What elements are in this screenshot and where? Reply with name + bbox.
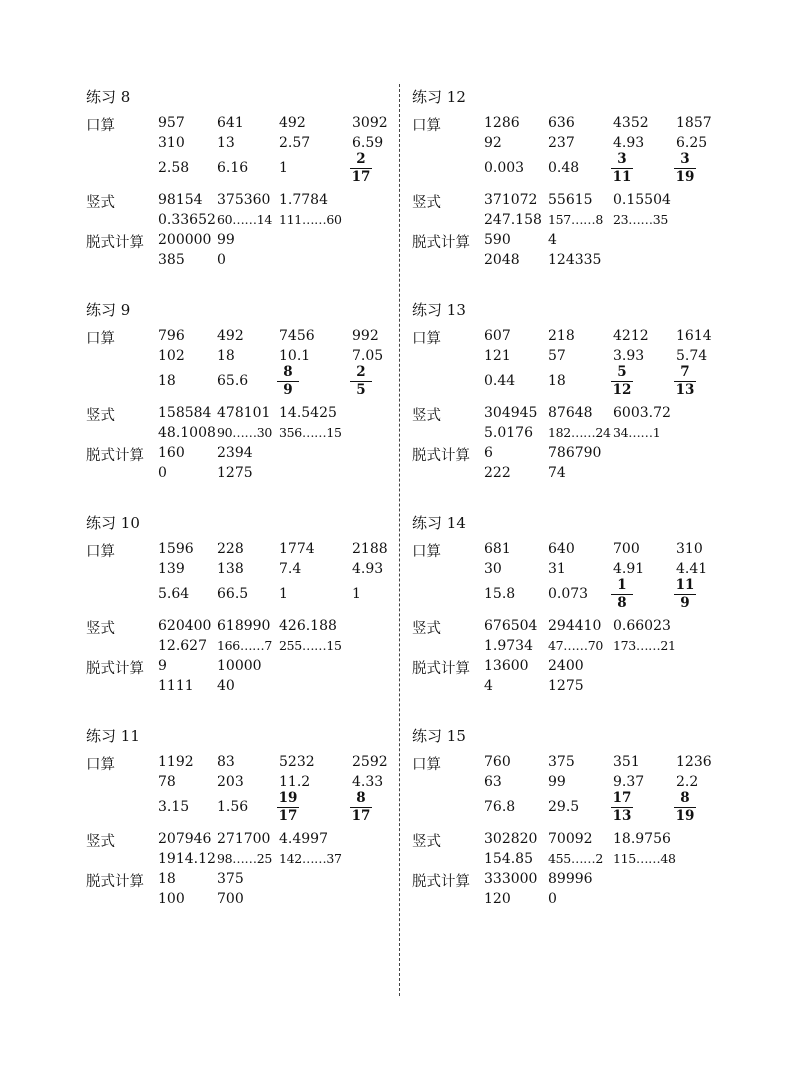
shushi-answer: 6003.72 xyxy=(613,405,671,421)
kousuan-label: 口算 xyxy=(412,118,441,134)
kousuan-answer: 92 xyxy=(484,135,502,151)
kousuan-answer: 4212 xyxy=(613,328,649,344)
kousuan-answer: 3.93 xyxy=(613,348,645,364)
kousuan-answer: 5.74 xyxy=(676,348,708,364)
tuoshi-label: 脱式计算 xyxy=(412,235,470,251)
kousuan-answer: 3.15 xyxy=(158,799,190,815)
kousuan-answer: 1 xyxy=(279,586,288,602)
kousuan-answer: 76.8 xyxy=(484,799,516,815)
fraction-denominator: 13 xyxy=(675,382,695,398)
tuoshi-answer: 0 xyxy=(158,465,167,481)
section-title xyxy=(86,725,140,746)
kousuan-answer: 18 xyxy=(548,373,566,389)
fraction-answer xyxy=(674,365,696,398)
tuoshi-label: 脱式计算 xyxy=(86,661,144,677)
kousuan-label: 口算 xyxy=(86,544,115,560)
kousuan-answer: 0.073 xyxy=(548,586,589,602)
kousuan-answer: 1192 xyxy=(158,754,194,770)
kousuan-answer: 15.8 xyxy=(484,586,516,602)
kousuan-answer: 29.5 xyxy=(548,799,580,815)
tuoshi-answer: 786790 xyxy=(548,445,602,461)
kousuan-answer: 351 xyxy=(613,754,640,770)
section-title-label: 练习 xyxy=(412,514,443,532)
tuoshi-answer: 0 xyxy=(548,891,557,907)
kousuan-answer: 11.2 xyxy=(279,774,311,790)
tuoshi-answer: 2400 xyxy=(548,658,584,674)
shushi-answer: 55615 xyxy=(548,192,593,208)
kousuan-answer: 1286 xyxy=(484,115,520,131)
shushi-answer: 142……37 xyxy=(279,851,342,866)
section-title-label: 练习 xyxy=(86,514,117,532)
kousuan-answer: 640 xyxy=(548,541,575,557)
fraction-answer xyxy=(277,791,299,824)
kousuan-answer: 2.58 xyxy=(158,160,190,176)
section-title-number: 13 xyxy=(446,301,466,319)
fraction-answer xyxy=(674,578,696,611)
tuoshi-answer: 100 xyxy=(158,891,185,907)
shushi-answer: 4.4997 xyxy=(279,831,328,847)
kousuan-answer: 66.5 xyxy=(217,586,249,602)
shushi-answer: 294410 xyxy=(548,618,602,634)
tuoshi-answer: 0 xyxy=(217,252,226,268)
kousuan-label: 口算 xyxy=(412,331,441,347)
tuoshi-answer: 590 xyxy=(484,232,511,248)
shushi-answer: 12.627 xyxy=(158,638,207,654)
fraction-answer xyxy=(611,152,633,185)
shushi-label: 竖式 xyxy=(412,621,441,637)
shushi-answer: 111……60 xyxy=(279,212,342,227)
kousuan-answer: 1774 xyxy=(279,541,315,557)
kousuan-answer: 78 xyxy=(158,774,176,790)
tuoshi-label: 脱式计算 xyxy=(412,874,470,890)
shushi-answer: 620400 xyxy=(158,618,212,634)
fraction-denominator: 5 xyxy=(356,382,366,398)
tuoshi-answer: 385 xyxy=(158,252,185,268)
shushi-answer: 5.0176 xyxy=(484,425,533,441)
shushi-answer: 1914.12 xyxy=(158,851,216,867)
shushi-answer: 426.188 xyxy=(279,618,337,634)
kousuan-answer: 4.41 xyxy=(676,561,708,577)
kousuan-answer: 13 xyxy=(217,135,235,151)
shushi-answer: 23……35 xyxy=(613,212,669,227)
kousuan-answer: 492 xyxy=(279,115,306,131)
shushi-answer: 98154 xyxy=(158,192,203,208)
kousuan-label: 口算 xyxy=(412,757,441,773)
shushi-answer: 207946 xyxy=(158,831,212,847)
kousuan-answer: 4352 xyxy=(613,115,649,131)
tuoshi-answer: 2394 xyxy=(217,445,253,461)
kousuan-answer: 957 xyxy=(158,115,185,131)
kousuan-answer: 4.93 xyxy=(352,561,384,577)
fraction-numerator: 2 xyxy=(356,151,366,167)
kousuan-answer: 607 xyxy=(484,328,511,344)
fraction-answer xyxy=(611,578,633,611)
tuoshi-answer: 74 xyxy=(548,465,566,481)
fraction-denominator: 9 xyxy=(283,382,293,398)
practice-section xyxy=(412,723,792,923)
section-title-label: 练习 xyxy=(86,301,117,319)
kousuan-answer: 2.2 xyxy=(676,774,699,790)
tuoshi-answer: 2048 xyxy=(484,252,520,268)
fraction-answer xyxy=(674,791,696,824)
kousuan-answer: 30 xyxy=(484,561,502,577)
tuoshi-label: 脱式计算 xyxy=(412,448,470,464)
kousuan-answer: 7456 xyxy=(279,328,315,344)
fraction-numerator: 7 xyxy=(680,364,690,380)
section-title-number: 10 xyxy=(120,514,140,532)
shushi-answer: 14.5425 xyxy=(279,405,337,421)
practice-section xyxy=(86,84,466,284)
section-title xyxy=(86,512,140,533)
fraction-denominator: 13 xyxy=(612,808,632,824)
kousuan-answer: 0.48 xyxy=(548,160,580,176)
fraction-numerator: 2 xyxy=(356,364,366,380)
kousuan-label: 口算 xyxy=(86,757,115,773)
kousuan-answer: 0.44 xyxy=(484,373,516,389)
fraction-numerator: 8 xyxy=(356,790,366,806)
tuoshi-answer: 160 xyxy=(158,445,185,461)
tuoshi-label: 脱式计算 xyxy=(86,235,144,251)
fraction-answer xyxy=(350,791,372,824)
section-title xyxy=(86,86,130,107)
shushi-answer: 618990 xyxy=(217,618,271,634)
kousuan-answer: 1857 xyxy=(676,115,712,131)
shushi-answer: 115……48 xyxy=(613,851,676,866)
tuoshi-answer: 1275 xyxy=(217,465,253,481)
shushi-label: 竖式 xyxy=(412,195,441,211)
kousuan-answer: 138 xyxy=(217,561,244,577)
kousuan-answer: 760 xyxy=(484,754,511,770)
section-title xyxy=(412,299,466,320)
tuoshi-answer: 124335 xyxy=(548,252,602,268)
fraction-numerator: 5 xyxy=(617,364,627,380)
tuoshi-answer: 1275 xyxy=(548,678,584,694)
tuoshi-answer: 99 xyxy=(217,232,235,248)
tuoshi-answer: 89996 xyxy=(548,871,593,887)
shushi-label: 竖式 xyxy=(86,621,115,637)
shushi-answer: 247.158 xyxy=(484,212,542,228)
shushi-answer: 90……30 xyxy=(217,425,273,440)
kousuan-answer: 65.6 xyxy=(217,373,249,389)
kousuan-label: 口算 xyxy=(86,118,115,134)
section-title-number: 9 xyxy=(120,301,131,319)
kousuan-answer: 99 xyxy=(548,774,566,790)
kousuan-answer: 1 xyxy=(352,586,361,602)
fraction-answer xyxy=(674,152,696,185)
tuoshi-answer: 13600 xyxy=(484,658,529,674)
shushi-answer: 0.66023 xyxy=(613,618,671,634)
kousuan-answer: 10.1 xyxy=(279,348,311,364)
fraction-numerator: 11 xyxy=(675,577,695,593)
tuoshi-label: 脱式计算 xyxy=(86,448,144,464)
shushi-answer: 1.7784 xyxy=(279,192,328,208)
section-title-number: 12 xyxy=(446,88,466,106)
section-title-label: 练习 xyxy=(412,301,443,319)
fraction-denominator: 9 xyxy=(680,595,690,611)
fraction-numerator: 19 xyxy=(278,790,298,806)
fraction-denominator: 8 xyxy=(617,595,627,611)
fraction-answer xyxy=(611,791,633,824)
kousuan-answer: 375 xyxy=(548,754,575,770)
practice-section xyxy=(412,84,792,284)
shushi-answer: 87648 xyxy=(548,405,593,421)
tuoshi-answer: 700 xyxy=(217,891,244,907)
fraction-denominator: 19 xyxy=(675,808,695,824)
kousuan-answer: 139 xyxy=(158,561,185,577)
section-title xyxy=(412,512,466,533)
fraction-denominator: 17 xyxy=(351,169,371,185)
tuoshi-answer: 18 xyxy=(158,871,176,887)
section-title-number: 14 xyxy=(446,514,466,532)
fraction-denominator: 19 xyxy=(675,169,695,185)
tuoshi-label: 脱式计算 xyxy=(86,874,144,890)
fraction-numerator: 8 xyxy=(680,790,690,806)
fraction-denominator: 17 xyxy=(278,808,298,824)
tuoshi-answer: 1111 xyxy=(158,678,194,694)
tuoshi-answer: 375 xyxy=(217,871,244,887)
shushi-answer: 1.9734 xyxy=(484,638,533,654)
kousuan-answer: 4.91 xyxy=(613,561,645,577)
kousuan-answer: 4.93 xyxy=(613,135,645,151)
shushi-answer: 47……70 xyxy=(548,638,604,653)
shushi-answer: 455……2 xyxy=(548,851,604,866)
kousuan-answer: 492 xyxy=(217,328,244,344)
tuoshi-answer: 40 xyxy=(217,678,235,694)
shushi-answer: 304945 xyxy=(484,405,538,421)
kousuan-answer: 1.56 xyxy=(217,799,249,815)
shushi-answer: 157……8 xyxy=(548,212,604,227)
fraction-numerator: 8 xyxy=(283,364,293,380)
tuoshi-answer: 10000 xyxy=(217,658,262,674)
fraction-answer xyxy=(277,365,299,398)
practice-section xyxy=(412,297,792,497)
kousuan-answer: 203 xyxy=(217,774,244,790)
shushi-answer: 173……21 xyxy=(613,638,676,653)
shushi-answer: 0.33652 xyxy=(158,212,216,228)
section-title-number: 15 xyxy=(446,727,466,745)
kousuan-answer: 7.05 xyxy=(352,348,384,364)
shushi-label: 竖式 xyxy=(86,408,115,424)
fraction-numerator: 3 xyxy=(617,151,627,167)
shushi-answer: 70092 xyxy=(548,831,593,847)
shushi-answer: 166……7 xyxy=(217,638,273,653)
shushi-answer: 371072 xyxy=(484,192,538,208)
kousuan-answer: 63 xyxy=(484,774,502,790)
kousuan-answer: 121 xyxy=(484,348,511,364)
fraction-answer xyxy=(611,365,633,398)
kousuan-answer: 2188 xyxy=(352,541,388,557)
tuoshi-label: 脱式计算 xyxy=(412,661,470,677)
kousuan-answer: 83 xyxy=(217,754,235,770)
fraction-answer xyxy=(350,152,372,185)
shushi-answer: 375360 xyxy=(217,192,271,208)
kousuan-answer: 1236 xyxy=(676,754,712,770)
fraction-numerator: 3 xyxy=(680,151,690,167)
section-title-label: 练习 xyxy=(412,727,443,745)
section-title-label: 练习 xyxy=(86,727,117,745)
kousuan-answer: 700 xyxy=(613,541,640,557)
kousuan-answer: 1596 xyxy=(158,541,194,557)
practice-section xyxy=(86,723,466,923)
kousuan-answer: 18 xyxy=(158,373,176,389)
section-title-label: 练习 xyxy=(412,88,443,106)
kousuan-answer: 636 xyxy=(548,115,575,131)
shushi-answer: 271700 xyxy=(217,831,271,847)
kousuan-answer: 3092 xyxy=(352,115,388,131)
kousuan-answer: 5.64 xyxy=(158,586,190,602)
shushi-answer: 302820 xyxy=(484,831,538,847)
practice-section xyxy=(86,297,466,497)
kousuan-answer: 5232 xyxy=(279,754,315,770)
kousuan-answer: 57 xyxy=(548,348,566,364)
kousuan-answer: 237 xyxy=(548,135,575,151)
shushi-answer: 48.1008 xyxy=(158,425,216,441)
kousuan-answer: 4.33 xyxy=(352,774,384,790)
kousuan-answer: 6.25 xyxy=(676,135,708,151)
tuoshi-answer: 9 xyxy=(158,658,167,674)
shushi-answer: 0.15504 xyxy=(613,192,671,208)
tuoshi-answer: 4 xyxy=(548,232,557,248)
kousuan-answer: 681 xyxy=(484,541,511,557)
shushi-answer: 98……25 xyxy=(217,851,273,866)
section-title xyxy=(412,725,466,746)
kousuan-label: 口算 xyxy=(412,544,441,560)
kousuan-answer: 1 xyxy=(279,160,288,176)
fraction-numerator: 17 xyxy=(612,790,632,806)
kousuan-answer: 310 xyxy=(676,541,703,557)
fraction-denominator: 11 xyxy=(612,169,632,185)
section-title-label: 练习 xyxy=(86,88,117,106)
shushi-answer: 34……1 xyxy=(613,425,661,440)
kousuan-answer: 6.16 xyxy=(217,160,249,176)
section-title-number: 11 xyxy=(120,727,140,745)
shushi-label: 竖式 xyxy=(412,834,441,850)
shushi-label: 竖式 xyxy=(86,834,115,850)
tuoshi-answer: 4 xyxy=(484,678,493,694)
section-title-number: 8 xyxy=(120,88,131,106)
kousuan-label: 口算 xyxy=(86,331,115,347)
kousuan-answer: 18 xyxy=(217,348,235,364)
kousuan-answer: 31 xyxy=(548,561,566,577)
practice-section xyxy=(86,510,466,710)
shushi-answer: 18.9756 xyxy=(613,831,671,847)
tuoshi-answer: 120 xyxy=(484,891,511,907)
kousuan-answer: 310 xyxy=(158,135,185,151)
fraction-answer xyxy=(350,365,372,398)
shushi-label: 竖式 xyxy=(86,195,115,211)
kousuan-answer: 641 xyxy=(217,115,244,131)
practice-section xyxy=(412,510,792,710)
shushi-answer: 356……15 xyxy=(279,425,342,440)
kousuan-answer: 796 xyxy=(158,328,185,344)
shushi-answer: 154.85 xyxy=(484,851,533,867)
kousuan-answer: 2.57 xyxy=(279,135,311,151)
kousuan-answer: 102 xyxy=(158,348,185,364)
shushi-label: 竖式 xyxy=(412,408,441,424)
fraction-denominator: 12 xyxy=(612,382,632,398)
tuoshi-answer: 200000 xyxy=(158,232,212,248)
tuoshi-answer: 333000 xyxy=(484,871,538,887)
tuoshi-answer: 222 xyxy=(484,465,511,481)
shushi-answer: 182……24 xyxy=(548,425,611,440)
shushi-answer: 60……14 xyxy=(217,212,273,227)
kousuan-answer: 218 xyxy=(548,328,575,344)
shushi-answer: 255……15 xyxy=(279,638,342,653)
kousuan-answer: 1614 xyxy=(676,328,712,344)
shushi-answer: 158584 xyxy=(158,405,212,421)
fraction-denominator: 17 xyxy=(351,808,371,824)
kousuan-answer: 6.59 xyxy=(352,135,384,151)
kousuan-answer: 9.37 xyxy=(613,774,645,790)
section-title xyxy=(412,86,466,107)
kousuan-answer: 2592 xyxy=(352,754,388,770)
shushi-answer: 478101 xyxy=(217,405,271,421)
shushi-answer: 676504 xyxy=(484,618,538,634)
kousuan-answer: 992 xyxy=(352,328,379,344)
kousuan-answer: 0.003 xyxy=(484,160,525,176)
section-title xyxy=(86,299,130,320)
kousuan-answer: 228 xyxy=(217,541,244,557)
tuoshi-answer: 6 xyxy=(484,445,493,461)
fraction-numerator: 1 xyxy=(617,577,627,593)
kousuan-answer: 7.4 xyxy=(279,561,302,577)
